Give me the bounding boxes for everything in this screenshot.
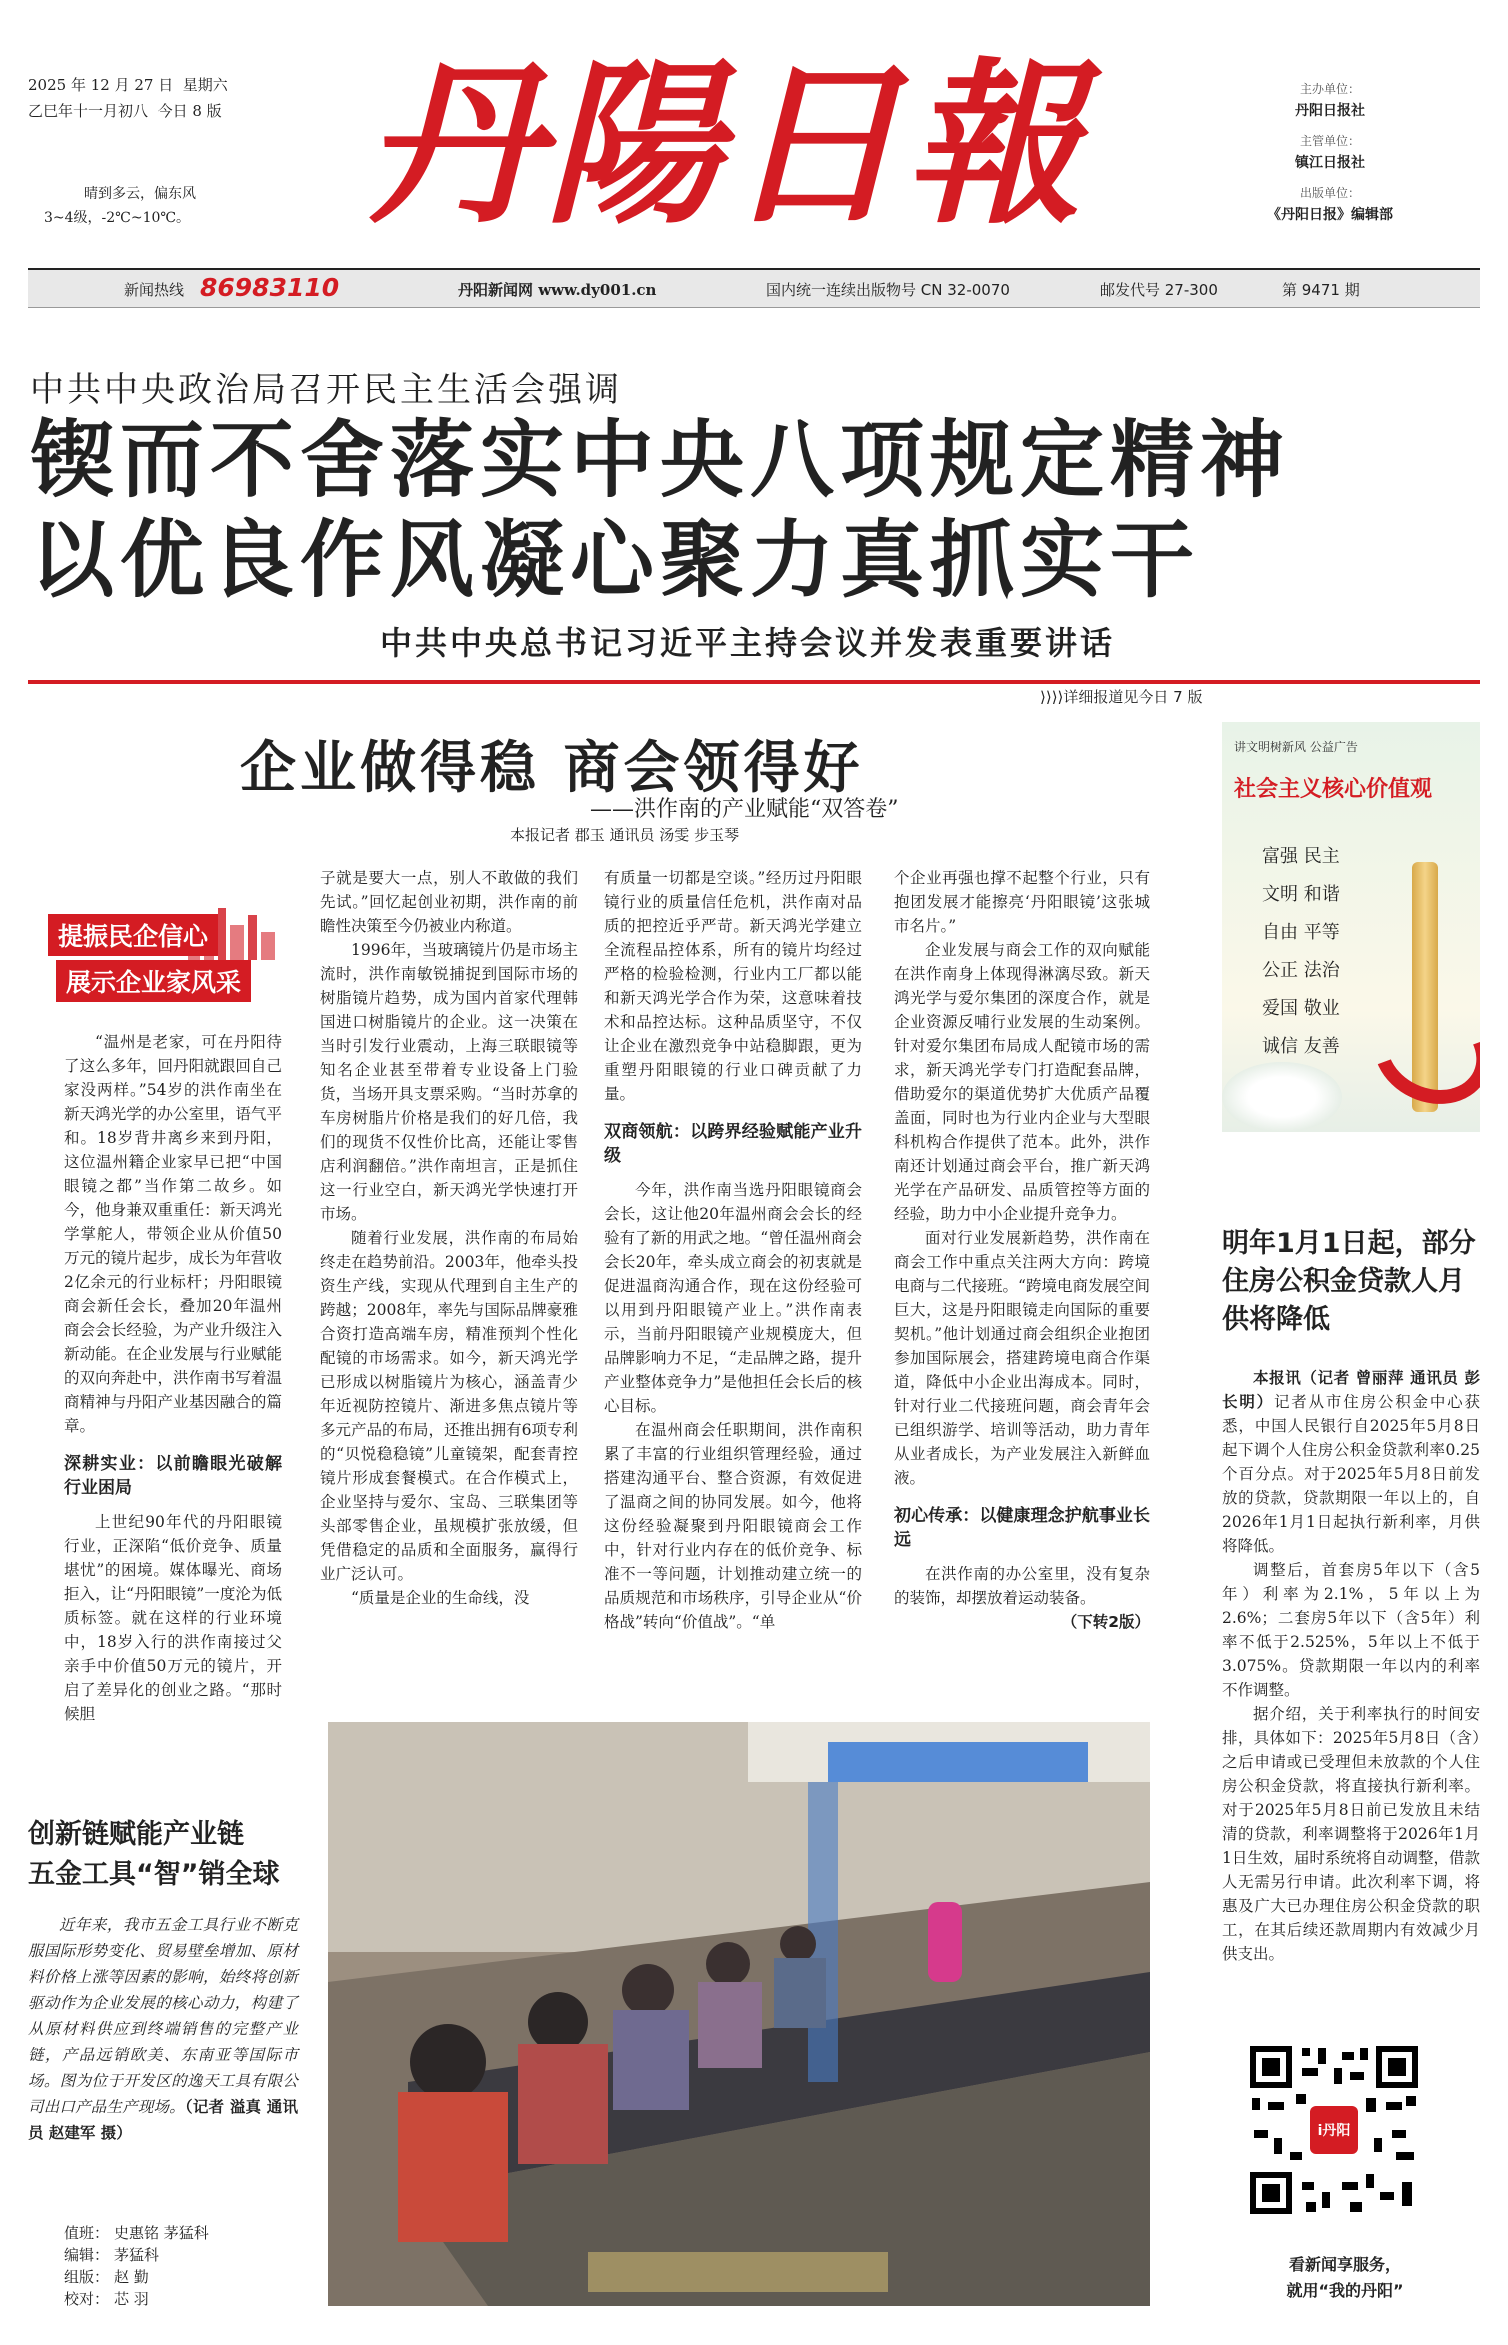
housing-fund-article xyxy=(1222,1366,1480,1966)
website-link[interactable]: 丹阳新闻网 www.dy001.cn xyxy=(458,281,657,299)
staff-list xyxy=(64,2222,209,2310)
qr-caption-line-1: 看新闻享服务， xyxy=(1288,2255,1401,2274)
paragraph: 有质量一切都是空谈。”经历过丹阳眼镜行业的质量信任危机，洪作南对品质的把控近乎严苛。新天鸿光学建立全流程品控体系，所有的镜片均经过严格的检验检测，行业内工厂都以能和新天鸿光学合作为荣，这意味着技术和品控达标。这种品质坚守，不仅让企业在激烈竞争中站稳脚跟，更为重塑丹阳眼镜的行业口碑贡献了力量。 xyxy=(604,869,862,1103)
paragraph: “质量是企业的生命线，没 xyxy=(351,1589,530,1607)
continued-note[interactable]: （下转2版） xyxy=(1061,1613,1150,1631)
paragraph: 上世纪90年代的丹阳眼镜行业，正深陷“低价竞争、质量堪忧”的困境。媒体曝光、商场拒入，让“丹阳眼镜”一度沦为低质标签。就在这样的行业环境中，18岁入行的洪作南接过父亲手中价值50万元的镜片，开启了差异化的创业之路。“那时候胆 xyxy=(64,1513,282,1723)
feature-byline: 本报记者 郡玉 通讯员 汤雯 步玉琴 xyxy=(510,826,740,844)
paragraph: 记者从市住房公积金中心获悉，中国人民银行自2025年5月8日起下调个人住房公积金贷款利率0.25个百分点。对于2025年5月8日前发放的贷款，贷款期限一年以上的，自2026年1月1日起执行新利率，月供将降低。 xyxy=(1222,1393,1480,1555)
sponsor-value: 丹阳日报社 xyxy=(1295,103,1365,119)
issue-date: 2025 年 12 月 27 日 xyxy=(28,76,174,94)
weekday: 星期六 xyxy=(182,76,228,94)
feature-subtitle: ——洪作南的产业赋能“双答卷” xyxy=(590,797,899,822)
feature-column-1 xyxy=(64,1030,282,1726)
caption-text: 近年来，我市五金工具行业不断克服国际形势变化、贸易壁垒增加、原材料价格上涨等因素的影响，始终将创新驱动作为企业发展的核心动力，构建了从原材料供应到终端销售的完整产业链，产品远销欧美、东南亚等国际市场。图为位于开发区的逸天工具有限公司出口产品生产现场。 xyxy=(28,1916,298,2116)
top-story-kicker: 中共中央政治局召开民主生活会强调 xyxy=(30,370,622,410)
public-service-ad xyxy=(1222,722,1480,1132)
ad-value: 富强 民主 xyxy=(1262,846,1340,867)
weather-line-1: 晴到多云，偏东风 xyxy=(84,186,196,202)
ad-value: 自由 平等 xyxy=(1262,922,1340,943)
feature-column-2 xyxy=(320,866,578,1610)
lunar-date: 乙巳年十一月初八 xyxy=(28,102,149,120)
paragraph: 面对行业发展新趋势，洪作南在商会工作中重点关注两大方向：跨境电商与二代接班。“跨境电商发展空间巨大，这是丹阳眼镜走向国际的重要契机。”他计划通过商会组织企业抱团参加国际展会，搭建跨境电商合作渠道，降低中小企业出海成本。同时，针对行业二代接班问题，商会青年会已组织游学、培训等活动，助力青年从业者成长，为产业发展注入新鲜血液。 xyxy=(894,1229,1150,1487)
feature-headline[interactable]: 企业做得稳 商会领得好 xyxy=(240,736,864,801)
staff-names: 芯 羽 xyxy=(114,2290,149,2308)
cn-number: 国内统一连续出版物号 CN 32-0070 xyxy=(766,281,1010,299)
top-story-headline-2[interactable]: 以优良作风凝心聚力真抓实干 xyxy=(30,511,1201,609)
housing-fund-headline[interactable]: 明年1月1日起，部分住房公积金贷款人月供将降低 xyxy=(1222,1228,1476,1335)
staff-names: 史惠铭 茅猛科 xyxy=(114,2224,209,2242)
headline-line-1: 创新链赋能产业链 xyxy=(28,1819,244,1850)
feature-column-3 xyxy=(604,866,862,1634)
paragraph: 企业发展与商会工作的双向赋能在洪作南身上体现得淋漓尽致。新天鸿光学与爱尔集团的深度合作，就是企业资源反哺行业发展的生动案例。针对爱尔集团布局成人配镜市场的需求，新天鸿光学专门打造配套品牌，借助爱尔的渠道优势扩大优质产品覆盖面，同时也为行业内企业与大型眼科机构合作提供了范本。此外，洪作南还计划通过商会平台，推广新天鸿光学在产品研发、品质管控等方面的经验，助力中小企业提升竞争力。 xyxy=(894,941,1150,1223)
newspaper-logo: 丹陽日報 xyxy=(365,41,1086,248)
paragraph: 调整后，首套房5年以下（含5年）利率为2.1%，5年以上为2.6%；二套房5年以下（含5年）利率不低于2.525%，5年以上不低于3.075%。贷款期限一年以内的利率不作调整。 xyxy=(1222,1561,1480,1699)
qr-code[interactable] xyxy=(1246,2042,1422,2218)
divider xyxy=(28,680,1480,684)
top-story-subhead: 中共中央总书记习近平主持会议并发表重要讲话 xyxy=(380,624,1116,662)
ad-value: 公正 法治 xyxy=(1262,960,1340,981)
staff-role: 校对： xyxy=(64,2290,110,2308)
paragraph: 1996年，当玻璃镜片仍是市场主流时，洪作南敏锐捕捉到国际市场的树脂镜片趋势，成为国内首家代理韩国进口树脂镜片的企业。这一决策在当时引发行业震动，上海三联眼镜等知名企业甚至带着专业设备上门验货，当场开具支票采购。“当时苏拿的车房树脂片价格是我们的好几倍，我们的现货不仅性价比高，还能让零售店利润翻倍。”洪作南坦言，正是抓住这一行业空白，新天鸿光学快速打开市场。 xyxy=(320,941,578,1223)
ad-value: 诚信 友善 xyxy=(1262,1036,1340,1057)
article-byline: 本报讯（记者 曾丽萍 通讯员 彭长明） xyxy=(1222,1369,1480,1411)
ad-header: 讲文明树新风 公益广告 xyxy=(1234,740,1358,754)
sponsor-label: 主办单位： xyxy=(1299,82,1360,96)
staff-names: 茅猛科 xyxy=(114,2246,160,2264)
hotline-number: 86983110 xyxy=(200,273,340,302)
paragraph: 在温州商会任职期间，洪作南积累了丰富的行业组织管理经验，通过搭建沟通平台、整合资源，有效促进了温商之间的协同发展。如今，他将这份经验凝聚到丹阳眼镜商会工作中，针对行业内存在的低价竞争、标准不一等问题，计划推动建立统一的品质规范和市场秩序，引导企业从“价格战”转向“价值战”。“单 xyxy=(604,1421,862,1631)
hotline-label: 新闻热线 xyxy=(124,281,185,299)
hardware-headline[interactable] xyxy=(28,1815,298,1895)
banner-line-1: 提振民企信心 xyxy=(48,914,218,956)
ad-value: 爱国 敬业 xyxy=(1262,998,1340,1019)
factory-photo-illustration xyxy=(328,1722,1150,2306)
hardware-caption xyxy=(28,1912,298,2146)
date-block xyxy=(28,72,228,124)
sponsor-block xyxy=(1240,78,1420,234)
sponsor-value: 镇江日报社 xyxy=(1295,155,1365,171)
staff-role: 组版： xyxy=(64,2268,110,2286)
sponsor-value: 《丹阳日报》编辑部 xyxy=(1267,207,1393,223)
issue-number: 第 9471 期 xyxy=(1282,281,1360,299)
feature-column-4 xyxy=(894,866,1150,1634)
paragraph: “温州是老家，可在丹阳待了这么多年，回丹阳就跟回自己家没两样。”54岁的洪作南坐在新天鸿光学的办公室里，语气平和。18岁背井离乡来到丹阳，这位温州籍企业家早已把“中国眼镜之都”当作第二故乡。如今，他身兼双重重任：新天鸿光学掌舵人，带领企业从价值50万元的镜片起步，成长为年营收2亿余元的行业标杆；丹阳眼镜商会新任会长，叠加20年温州商会会长经验，为产业升级注入新动能。在企业发展与行业赋能的双向奔赴中，洪作南书写着温商精神与丹阳产业基因融合的篇章。 xyxy=(64,1033,282,1435)
info-bar xyxy=(28,268,1480,308)
staff-names: 赵 勤 xyxy=(114,2268,149,2286)
headline-line-2: 五金工具“智”销全球 xyxy=(28,1859,280,1890)
qr-caption-line-2: 就用“我的丹阳” xyxy=(1286,2281,1404,2300)
page-count: 今日 8 版 xyxy=(157,102,222,120)
sponsor-label: 主管单位： xyxy=(1299,134,1360,148)
paragraph: 子就是要大一点，别人不敢做的我们先试。”回忆起创业初期，洪作南的前瞻性决策至今仍被业内称道。 xyxy=(320,869,578,935)
staff-role: 值班： xyxy=(64,2224,110,2242)
photo-credit: （记者 溢真 通讯员 赵建军 摄） xyxy=(28,2097,298,2142)
column-banner xyxy=(28,900,298,1010)
lotus-icon xyxy=(1222,1062,1342,1132)
paragraph: 在洪作南的办公室里，没有复杂的装饰，却摆放着运动装备。 xyxy=(894,1565,1150,1607)
weather-line-2: 3~4级，-2℃~10℃。 xyxy=(44,210,191,226)
paragraph: 个企业再强也撑不起整个行业，只有抱团发展才能擦亮‘丹阳眼镜’这张城市名片。” xyxy=(894,869,1150,935)
sponsor-label: 出版单位： xyxy=(1299,186,1360,200)
postal-code: 邮发代号 27-300 xyxy=(1100,281,1218,299)
section-heading: 深耕实业：以前瞻眼光破解行业困局 xyxy=(64,1454,282,1498)
staff-role: 编辑： xyxy=(64,2246,110,2264)
qr-caption xyxy=(1222,2252,1468,2304)
section-heading: 初心传承：以健康理念护航事业长远 xyxy=(894,1506,1150,1550)
paragraph: 随着行业发展，洪作南的布局始终走在趋势前沿。2003年，他牵头投资生产线，实现从代理到自主生产的跨越；2008年，率先与国际品牌豪雅合资打造高端车房，精准预判个性化配镜的市场需求。如今，新天鸿光学已形成以树脂镜片为核心，涵盖青少年近视防控镜片、渐进多焦点镜片等多元产品的布局，还推出拥有6项专利的“贝悦稳稳镜”儿童镜架，配套青控镜片形成套餐模式。在合作模式上，企业坚持与爱尔、宝岛、三联集团等头部零售企业，虽规模扩张放缓，但凭借稳定的品质和全面服务，赢得行业广泛认可。 xyxy=(320,1229,578,1583)
banner-line-2: 展示企业家风采 xyxy=(56,960,251,1002)
paragraph: 今年，洪作南当选丹阳眼镜商会会长，这让他20年温州商会会长的经验有了新的用武之地。“曾任温州商会会长20年，牵头成立商会的初衷就是促进温商沟通合作，现在这份经验可以用到丹阳眼镜产业上。”洪作南表示，当前丹阳眼镜产业规模庞大，但品牌影响力不足，“走品牌之路，提升产业整体竞争力”是他担任会长后的核心目标。 xyxy=(604,1181,862,1415)
ad-title: 社会主义核心价值观 xyxy=(1234,777,1433,802)
app-badge: i丹阳 xyxy=(1317,2123,1351,2139)
factory-photo[interactable] xyxy=(328,1722,1150,2306)
weather-forecast xyxy=(44,182,196,230)
top-story-headline-1[interactable]: 锲而不舍落实中央八项规定精神 xyxy=(30,411,1291,509)
see-more-link[interactable]: ⟩⟩⟩⟩详细报道见今日 7 版 xyxy=(1040,688,1203,706)
paragraph: 据介绍，关于利率执行的时间安排，具体如下：2025年5月8日（含）之后申请或已受理但未放款的个人住房公积金贷款，将直接执行新利率。对于2025年5月8日前已发放且未结清的贷款，利率调整将于2026年1月1日生效，届时系统将自动调整，借款人无需另行申请。此次利率下调，将惠及广大已办理住房公积金贷款的职工，在其后续还款周期内有效减少月供支出。 xyxy=(1222,1705,1480,1963)
section-heading: 双商领航：以跨界经验赋能产业升级 xyxy=(604,1122,862,1166)
ad-value: 文明 和谐 xyxy=(1262,884,1340,905)
